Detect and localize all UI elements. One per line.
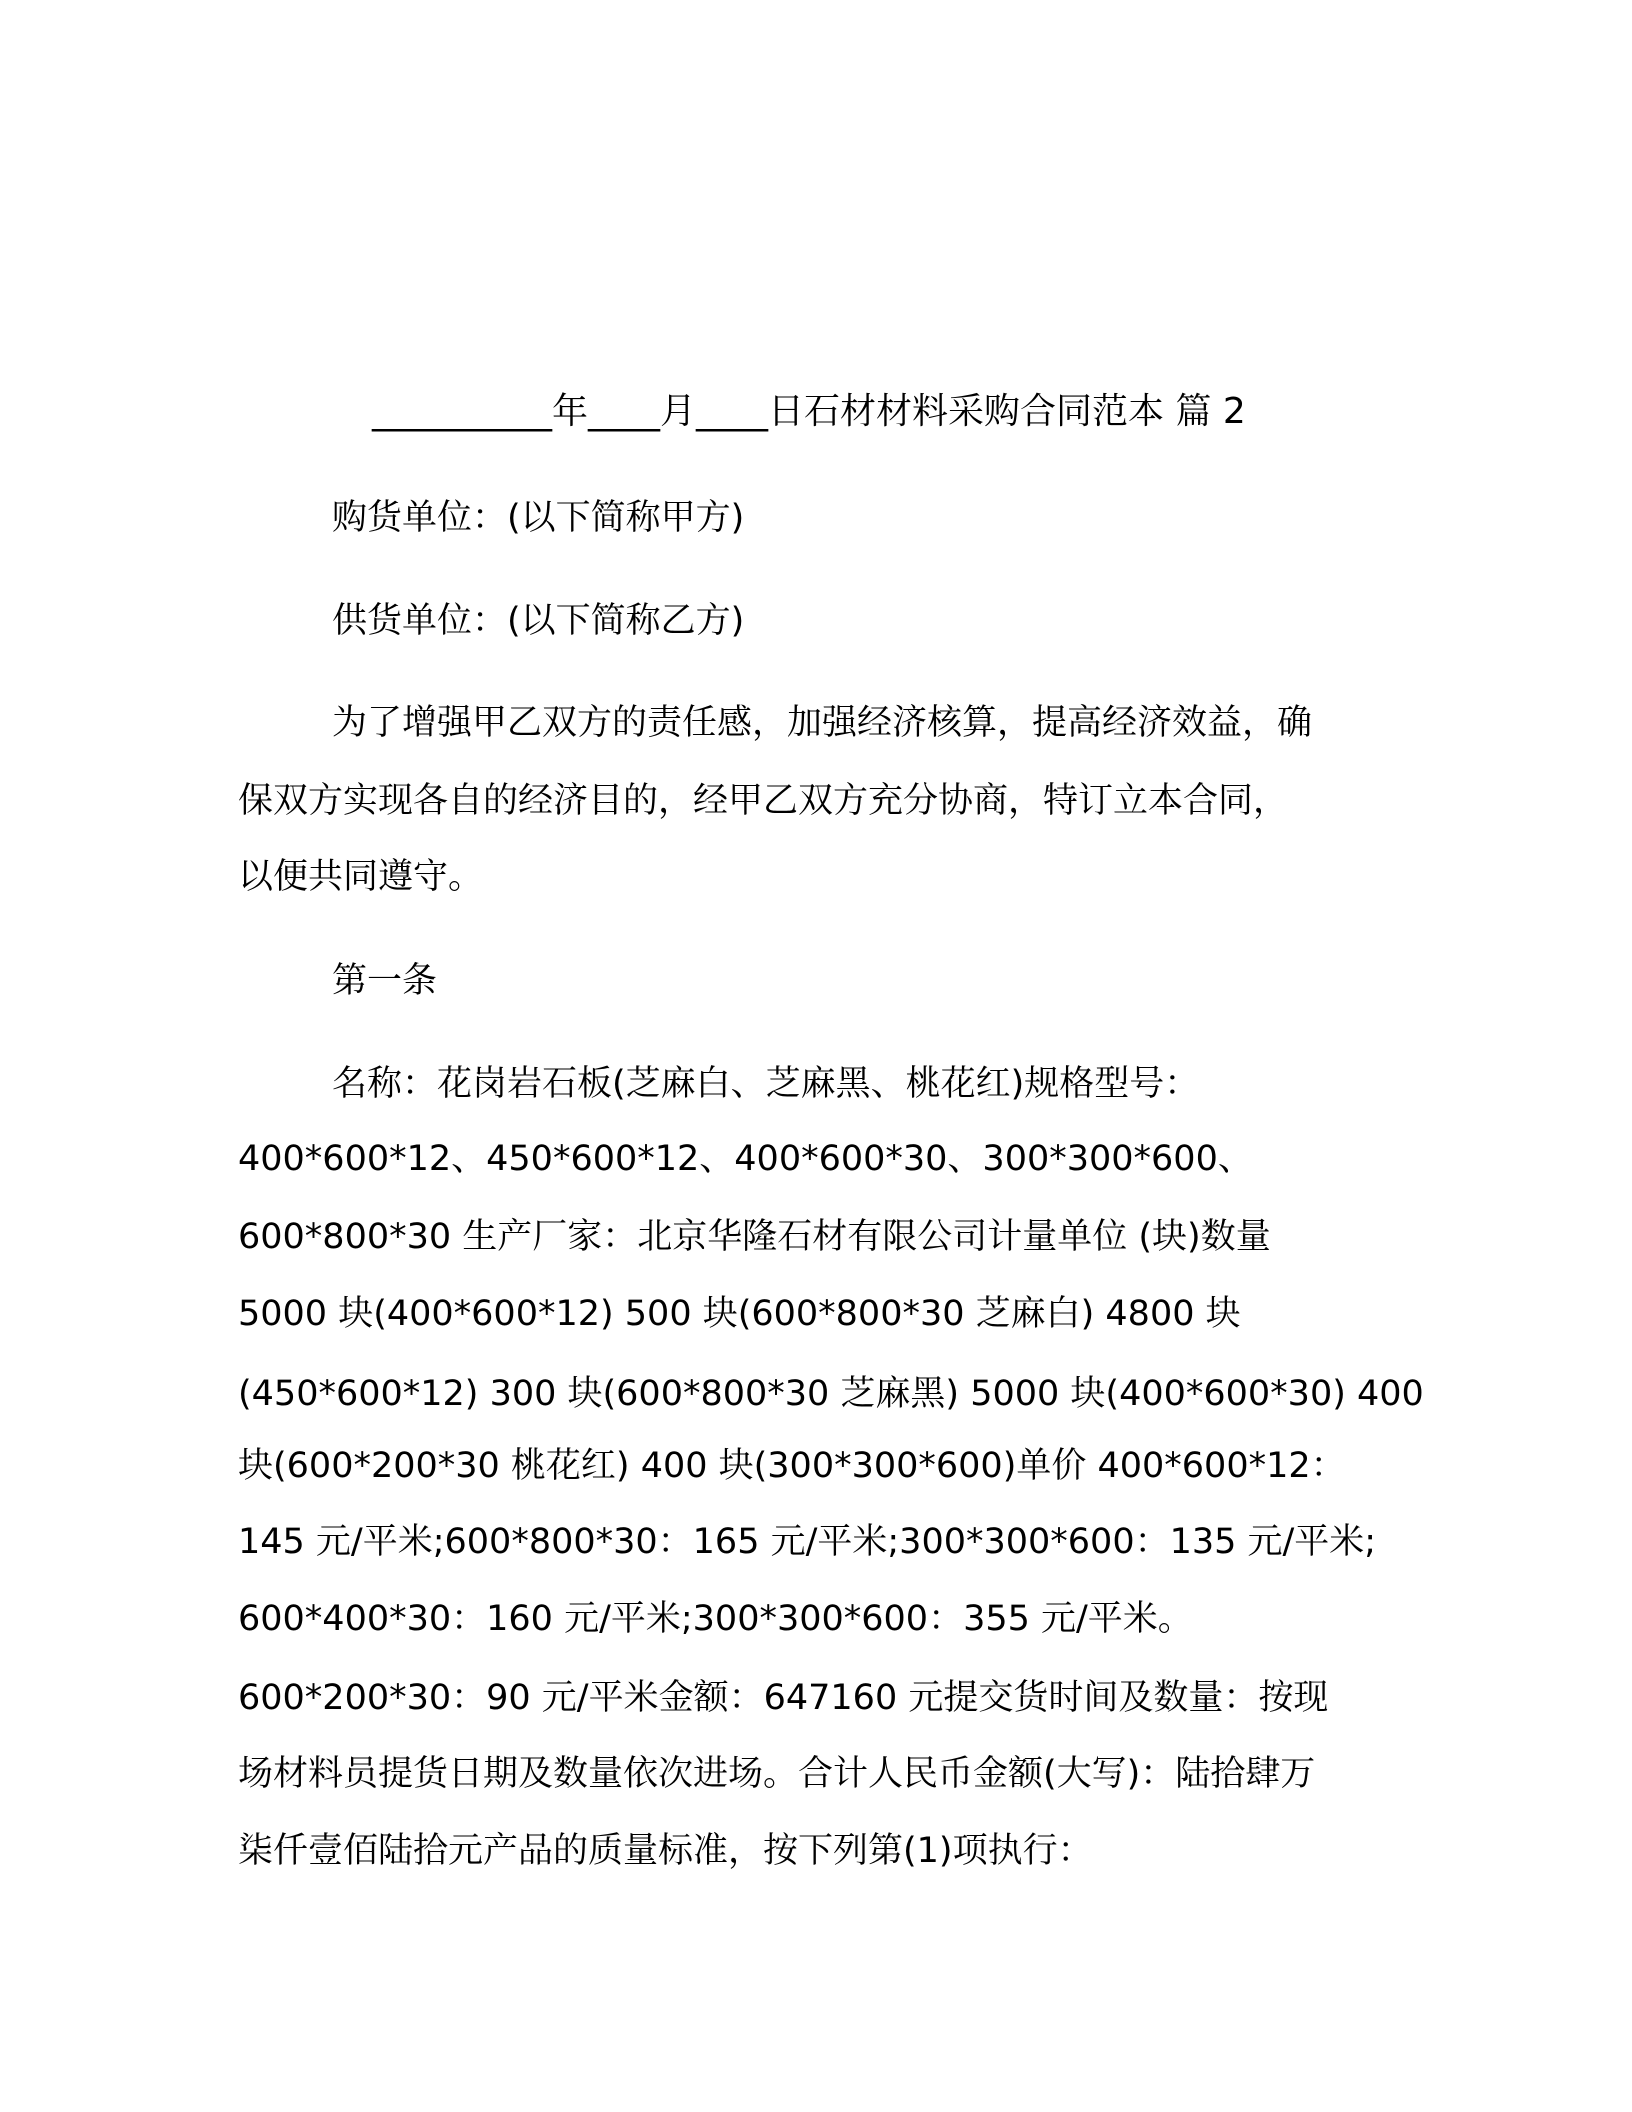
paragraph-line: 柒仟壹佰陆拾元产品的质量标准，按下列第(1)项执行： (238, 1831, 1093, 1871)
paragraph-line: 5000 块(400*600*12) 500 块(600*800*30 芝麻白) 4800 块 (238, 1294, 1241, 1334)
buyer-line: 购货单位：(以下简称甲方) (332, 498, 745, 538)
paragraph-line: 为了增强甲乙双方的责任感，加强经济核算，提高经济效益，确 (332, 703, 1313, 743)
paragraph-line: 场材料员提货日期及数量依次进场。合计人民币金额(大写)：陆拾肆万 (238, 1754, 1316, 1794)
paragraph-line: 145 元/平米;600*800*30：165 元/平米;300*300*600：135 元/平米; (238, 1522, 1377, 1562)
document-title: __________年____月____日石材材料采购合同范本 篇 2 (372, 391, 1246, 432)
paragraph-line: 400*600*12、450*600*12、400*600*30、300*300*600、 (238, 1139, 1253, 1179)
supplier-line: 供货单位：(以下简称乙方) (332, 601, 745, 641)
paragraph-line: 保双方实现各自的经济目的，经甲乙双方充分协商，特订立本合同， (238, 781, 1289, 821)
paragraph-line: 名称：花岗岩石板(芝麻白、芝麻黑、桃花红)规格型号： (332, 1064, 1200, 1104)
article-heading: 第一条 (332, 961, 438, 1001)
paragraph-line: 600*800*30 生产厂家：北京华隆石材有限公司计量单位 (块)数量 (238, 1217, 1271, 1257)
paragraph-line: (450*600*12) 300 块(600*800*30 芝麻黑) 5000 块(400*600*30) 400 (238, 1374, 1424, 1414)
paragraph-line: 600*200*30：90 元/平米金额：647160 元提交货时间及数量：按现 (238, 1678, 1329, 1718)
paragraph-line: 600*400*30：160 元/平米;300*300*600：355 元/平米。 (238, 1599, 1193, 1639)
paragraph-line: 以便共同遵守。 (238, 857, 484, 897)
paragraph-line: 块(600*200*30 桃花红) 400 块(300*300*600)单价 400*600*12： (238, 1446, 1346, 1486)
